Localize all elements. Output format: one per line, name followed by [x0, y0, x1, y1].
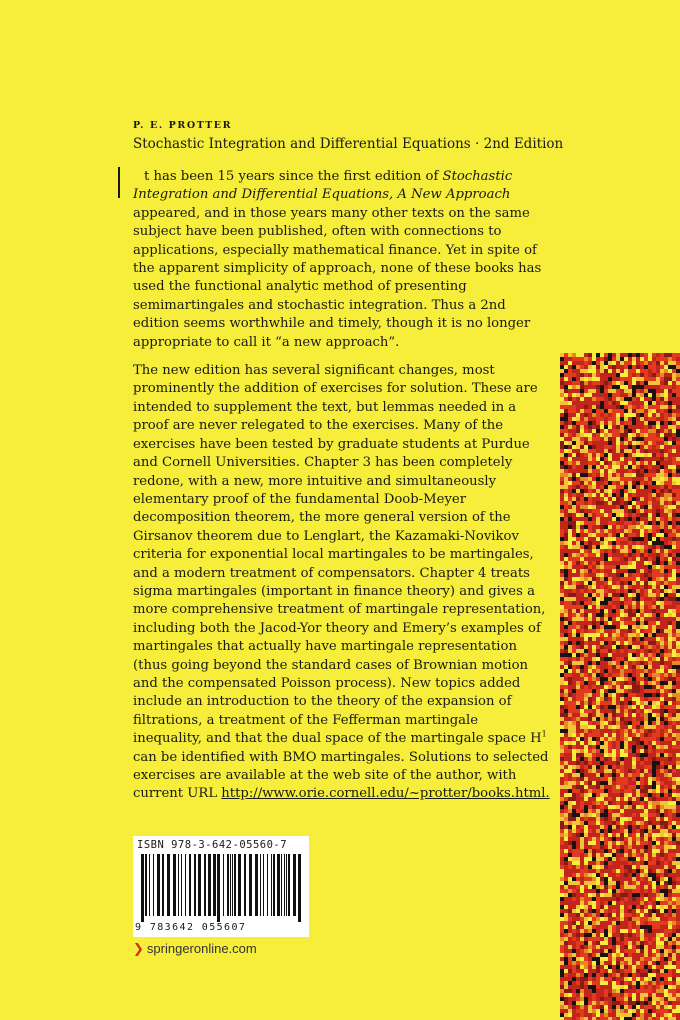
blurb-para1-rest: appeared, and in those years many other texts on the same subject have been published, often with connections to applications, especially mathematical finance. Yet in spite of the apparent simplicity of approach, none of these books has used the functional analytic method of presenting semimartingales and stochastic integration. Thus a 2nd edition seems worthwhile and timely, though it is no longer appropriate to call it “a new approach”. [133, 205, 542, 350]
publisher-url[interactable] [133, 941, 257, 957]
isbn-label: ISBN 978-3-642-05560-7 [137, 839, 288, 851]
blurb-paragraph-1 [133, 168, 551, 352]
chevron-right-icon: ❯ [133, 941, 144, 956]
author-name: P. E. PROTTER [133, 120, 233, 131]
barcode-bars [139, 854, 303, 922]
pixel-noise-image [560, 353, 680, 1020]
blurb-para2-tail: can be identified with BMO martingales. Solutions to selected exercises are available at the web site of the author, with current URL [133, 749, 549, 802]
book-title: Stochastic Integration and Differential Equations · 2nd Edition [133, 136, 564, 152]
blurb-text [133, 168, 551, 804]
drop-cap-i [118, 167, 127, 198]
author-website-link[interactable]: http://www.orie.cornell.edu/~protter/books.html. [221, 786, 550, 802]
first-edition-title: Stochastic Integration and Differential Equations, A New Approach [133, 169, 513, 203]
blurb-lead: t has been 15 years since the first edition of [144, 169, 443, 184]
ean-digits: 9 783642 055607 [135, 922, 247, 933]
blurb-paragraph-2 [133, 362, 551, 804]
isbn-barcode [133, 836, 309, 937]
publisher-site: springeronline.com [146, 941, 257, 956]
blurb-para2-main: The new edition has several significant changes, most prominently the addition of exercises for solution. These are intended to supplement the text, but lemmas needed in a proof are never relegated to the exercises. Many of the exercises have been tested by graduate students at Purdue and Cornell Universities. Chapter 3 has been completely redone, with a new, more intuitive and simultaneously elementary proof of the fundamental Doob-Meyer decomposition theorem, the more general version of the Girsanov theorem due to Lenglart, the Kazamaki-Novikov criteria for exponential local martingales to be martingales, and a modern treatment of compensators. Chapter 4 treats sigma martingales (important in finance theory) and gives a more comprehensive treatment of martingale representation, including both the Jacod-Yor theory and Emery’s examples of martingales that actually have martingale representation (thus going beyond the standard cases of Brownian motion and the compensated Poisson process). New topics added include an introduction to the theory of the expansion of filtrations, a treatment of the Fefferman martingale inequality, and that the dual space of the martingale space H [133, 363, 546, 747]
pixel-noise-pattern [560, 353, 680, 1020]
superscript-one: 1 [541, 729, 547, 739]
